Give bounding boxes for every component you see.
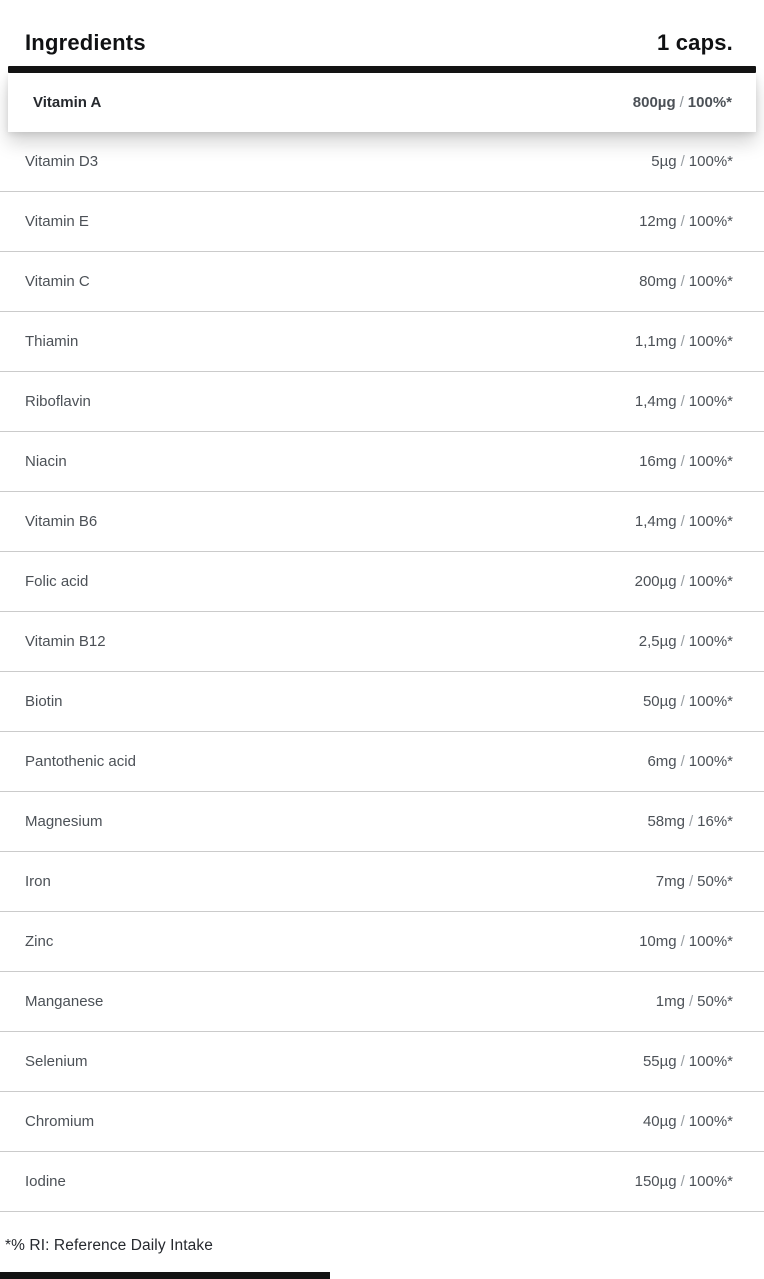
table-row <box>0 1092 764 1152</box>
nutrient-amount: 800µg <box>632 94 676 111</box>
nutrient-value <box>639 933 733 950</box>
nutrient-name: Folic acid <box>25 573 89 590</box>
nutrient-name: Vitamin A <box>33 94 102 111</box>
nutrient-name: Vitamin E <box>25 213 89 230</box>
table-row <box>0 972 764 1032</box>
nutrient-amount: 40µg <box>642 1113 677 1130</box>
table-row <box>0 192 764 252</box>
nutrient-name: Biotin <box>25 693 63 710</box>
nutrient-rdi-percent: 100%* <box>688 273 733 290</box>
ingredients-table-body <box>0 132 764 1212</box>
table-bottom-border-partial <box>0 1272 330 1279</box>
value-separator: / <box>680 1113 685 1130</box>
table-row <box>0 432 764 492</box>
table-row <box>0 492 764 552</box>
nutrient-name: Niacin <box>25 453 67 470</box>
nutrient-amount: 55µg <box>642 1053 677 1070</box>
value-separator: / <box>680 933 685 950</box>
nutrient-amount: 5µg <box>651 153 677 170</box>
ingredients-title: Ingredients <box>25 30 146 55</box>
nutrient-amount: 16mg <box>639 453 677 470</box>
nutrient-amount: 1,4mg <box>634 513 677 530</box>
nutrient-amount: 50µg <box>642 693 677 710</box>
nutrient-value <box>635 393 733 410</box>
nutrient-rdi-percent: 100%* <box>688 1053 733 1070</box>
nutrient-rdi-percent: 100%* <box>688 1173 733 1190</box>
table-row <box>0 672 764 732</box>
table-row <box>0 912 764 972</box>
value-separator: / <box>688 873 694 890</box>
nutrient-rdi-percent: 100%* <box>688 633 733 650</box>
nutrient-rdi-percent: 100%* <box>687 94 732 111</box>
nutrient-name: Manganese <box>25 993 104 1010</box>
nutrient-name: Pantothenic acid <box>25 753 136 770</box>
nutrient-amount: 150µg <box>634 1173 677 1190</box>
table-row <box>0 852 764 912</box>
value-separator: / <box>680 213 685 230</box>
nutrient-value <box>651 153 733 170</box>
value-separator: / <box>680 633 685 650</box>
nutrient-value <box>635 1173 733 1190</box>
value-separator: / <box>680 393 685 410</box>
nutrient-name: Vitamin B12 <box>25 633 106 650</box>
nutrient-rdi-percent: 100%* <box>688 213 733 230</box>
nutrient-value <box>639 453 733 470</box>
nutrient-value <box>639 633 733 650</box>
nutrient-amount: 10mg <box>639 933 677 950</box>
nutrient-value <box>656 873 733 890</box>
value-separator: / <box>680 693 685 710</box>
ingredients-header <box>0 0 764 66</box>
nutrient-amount: 58mg <box>647 813 685 830</box>
nutrient-rdi-percent: 100%* <box>688 453 733 470</box>
nutrient-amount: 7mg <box>655 873 685 890</box>
nutrient-name: Vitamin B6 <box>25 513 98 530</box>
nutrient-rdi-percent: 100%* <box>688 513 733 530</box>
nutrient-name: Thiamin <box>25 333 79 350</box>
nutrient-value <box>643 1113 733 1130</box>
value-separator: / <box>679 94 684 111</box>
table-row <box>0 1152 764 1212</box>
nutrient-name: Iodine <box>25 1173 66 1190</box>
nutrient-amount: 12mg <box>639 213 677 230</box>
nutrient-amount: 2,5µg <box>638 633 677 650</box>
nutrient-rdi-percent: 100%* <box>688 933 733 950</box>
nutrient-rdi-percent: 100%* <box>688 573 733 590</box>
table-row <box>0 132 764 192</box>
table-row <box>0 732 764 792</box>
nutrient-amount: 1,4mg <box>634 393 677 410</box>
value-separator: / <box>680 453 685 470</box>
nutrient-rdi-percent: 100%* <box>688 693 733 710</box>
reference-intake-footnote: *% RI: Reference Daily Intake <box>5 1237 213 1254</box>
nutrient-rdi-percent: 50%* <box>697 873 733 890</box>
nutrient-rdi-percent: 16%* <box>697 813 733 830</box>
nutrient-value <box>635 333 733 350</box>
table-row <box>0 252 764 312</box>
nutrient-rdi-percent: 100%* <box>688 753 733 770</box>
nutrient-amount: 1,1mg <box>634 333 677 350</box>
table-row <box>0 1032 764 1092</box>
table-row <box>0 792 764 852</box>
value-separator: / <box>680 153 685 170</box>
nutrient-amount: 6mg <box>647 753 677 770</box>
value-separator: / <box>688 813 694 830</box>
serving-size-label: 1 caps. <box>656 30 733 55</box>
table-row <box>0 552 764 612</box>
nutrient-amount: 80mg <box>639 273 677 290</box>
value-separator: / <box>688 993 694 1010</box>
nutrient-name: Vitamin D3 <box>25 153 99 170</box>
nutrient-name: Vitamin C <box>25 273 90 290</box>
nutrient-rdi-percent: 100%* <box>688 393 733 410</box>
nutrient-rdi-percent: 100%* <box>688 333 733 350</box>
nutrient-name: Magnesium <box>25 813 103 830</box>
nutrient-value <box>635 573 733 590</box>
nutrient-rdi-percent: 50%* <box>697 993 733 1010</box>
nutrient-name: Zinc <box>25 933 54 950</box>
nutrient-name: Chromium <box>25 1113 95 1130</box>
nutrient-value <box>635 513 733 530</box>
table-row <box>0 612 764 672</box>
value-separator: / <box>680 1053 685 1070</box>
nutrient-value <box>639 213 733 230</box>
table-row <box>0 312 764 372</box>
nutrient-value <box>639 273 733 290</box>
nutrient-amount: 1mg <box>655 993 685 1010</box>
table-top-border <box>8 66 756 73</box>
nutrient-value <box>647 813 733 830</box>
table-row-highlighted <box>8 73 756 132</box>
nutrient-value <box>643 1053 733 1070</box>
nutrient-value <box>656 993 733 1010</box>
nutrient-value <box>647 753 733 770</box>
nutrient-rdi-percent: 100%* <box>688 1113 733 1130</box>
nutrient-value <box>633 94 732 111</box>
nutrient-value <box>643 693 733 710</box>
value-separator: / <box>680 273 685 290</box>
nutrient-name: Riboflavin <box>25 393 91 410</box>
value-separator: / <box>680 513 685 530</box>
nutrient-amount: 200µg <box>634 573 677 590</box>
value-separator: / <box>680 573 685 590</box>
nutrient-rdi-percent: 100%* <box>688 153 733 170</box>
nutrient-name: Iron <box>25 873 51 890</box>
nutrient-name: Selenium <box>25 1053 88 1070</box>
table-row <box>0 372 764 432</box>
value-separator: / <box>680 333 685 350</box>
value-separator: / <box>680 753 685 770</box>
value-separator: / <box>680 1173 685 1190</box>
